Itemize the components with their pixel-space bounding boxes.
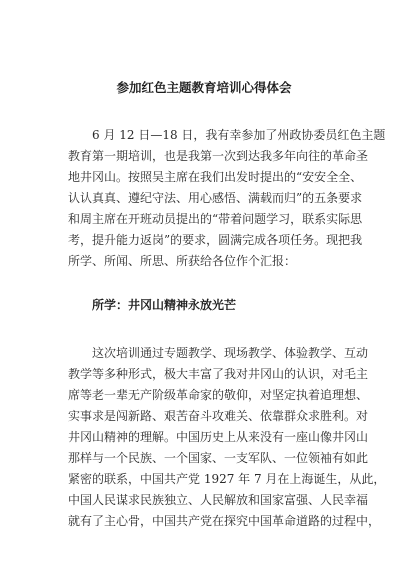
section-heading: 所学：井冈山精神永放光芒 (92, 298, 237, 312)
body-line: 教学等多种形式，极大丰富了我对井冈山的认识，对毛主 (68, 367, 369, 381)
document-title: 参加红色主题教育培训心得体会 (116, 80, 292, 95)
intro-line: 认认真真、遵纪守法、用心感悟、满载而归”的五条要求 (68, 191, 363, 205)
intro-line: 所学、所闻、所思、所获给各位作个汇报： (68, 254, 297, 268)
body-line: 紧密的联系，中国共产党 1927 年 7 月在上海诞生，从此， (68, 472, 386, 486)
intro-line: 教育第一期培训，也是我第一次到达我多年向往的革命圣 (68, 149, 369, 163)
intro-line: 6 月 12 日—18 日，我有幸参加了州政协委员红色主题 (92, 128, 386, 142)
body-line: 就有了主心骨，中国共产党在探究中国革命道路的过程中， (68, 514, 381, 528)
body-line: 席等老一辈无产阶级革命家的敬仰，对坚定执着追理想、 (68, 388, 369, 402)
intro-line: 考，提升能力返岗”的要求，圆满完成各项任务。现把我 (68, 233, 363, 247)
body-line: 这次培训通过专题教学、现场教学、体验教学、互动 (92, 346, 369, 360)
body-line: 中国人民谋求民族独立、人民解放和国家富强、人民幸福 (68, 493, 369, 507)
intro-line: 和周主席在开班动员提出的“带着问题学习，联系实际思 (68, 212, 363, 226)
body-line: 井冈山精神的理解。中国历史上从来没有一座山像井冈山 (68, 430, 369, 444)
body-line: 实事求是闯新路、艰苦奋斗攻难关、依靠群众求胜利。对 (68, 409, 369, 423)
body-line: 那样与一个民族、一个国家、一支军队、一位领袖有如此 (68, 451, 369, 465)
intro-line: 地井冈山。按照吴主席在我们出发时提出的“安安全全、 (68, 170, 363, 184)
